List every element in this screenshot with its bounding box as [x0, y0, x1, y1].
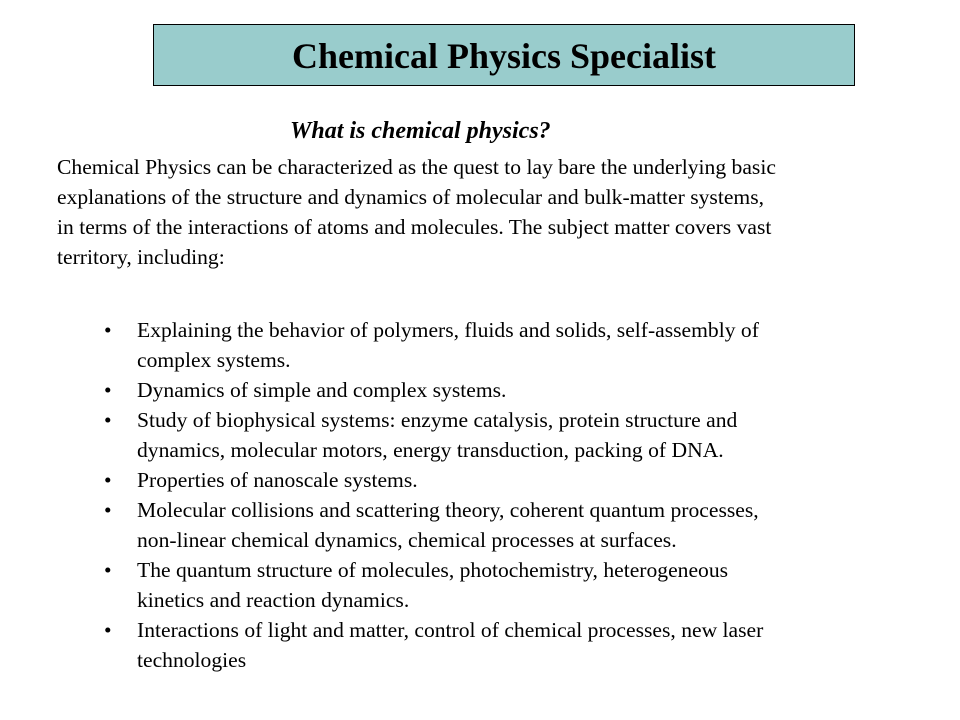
- bullet-icon: •: [104, 318, 112, 342]
- list-item: [104, 375, 934, 405]
- title-banner: [153, 24, 855, 86]
- intro-paragraph: [57, 152, 957, 272]
- list-item: [104, 495, 934, 555]
- list-item: [104, 315, 934, 375]
- list-item-text: Properties of nanoscale systems.: [137, 468, 418, 492]
- list-item-text: technologies: [137, 648, 247, 672]
- bullet-icon: •: [104, 618, 112, 642]
- bullet-icon: •: [104, 558, 112, 582]
- bullet-icon: •: [104, 378, 112, 402]
- bullet-icon: •: [104, 468, 112, 492]
- intro-line: territory, including:: [57, 245, 225, 269]
- bullet-icon: •: [104, 498, 112, 522]
- list-item-text: non-linear chemical dynamics, chemical processes at surfaces.: [137, 528, 677, 552]
- list-item-text: kinetics and reaction dynamics.: [137, 588, 410, 612]
- list-item-text: Explaining the behavior of polymers, fluids and solids, self-assembly of: [137, 318, 759, 342]
- list-item: [104, 465, 934, 495]
- list-item: [104, 405, 934, 465]
- list-item: [104, 615, 934, 675]
- list-item-text: The quantum structure of molecules, photochemistry, heterogeneous: [137, 558, 729, 582]
- intro-line: Chemical Physics can be characterized as the quest to lay bare the underlying basic: [57, 155, 776, 179]
- bullet-icon: •: [104, 408, 112, 432]
- list-item: [104, 555, 934, 615]
- page-title: Chemical Physics Specialist: [292, 36, 716, 76]
- section-heading: What is chemical physics?: [290, 118, 551, 144]
- list-item-text: Molecular collisions and scattering theory, coherent quantum processes,: [137, 498, 759, 522]
- list-item-text: Interactions of light and matter, control of chemical processes, new laser: [137, 618, 764, 642]
- list-item-text: complex systems.: [137, 348, 291, 372]
- topics-list: [104, 315, 934, 675]
- intro-line: explanations of the structure and dynamics of molecular and bulk-matter systems,: [57, 185, 764, 209]
- list-item-text: Study of biophysical systems: enzyme catalysis, protein structure and: [137, 408, 738, 432]
- list-item-text: dynamics, molecular motors, energy transduction, packing of DNA.: [137, 438, 724, 462]
- intro-line: in terms of the interactions of atoms and molecules. The subject matter covers vast: [57, 215, 772, 239]
- list-item-text: Dynamics of simple and complex systems.: [137, 378, 507, 402]
